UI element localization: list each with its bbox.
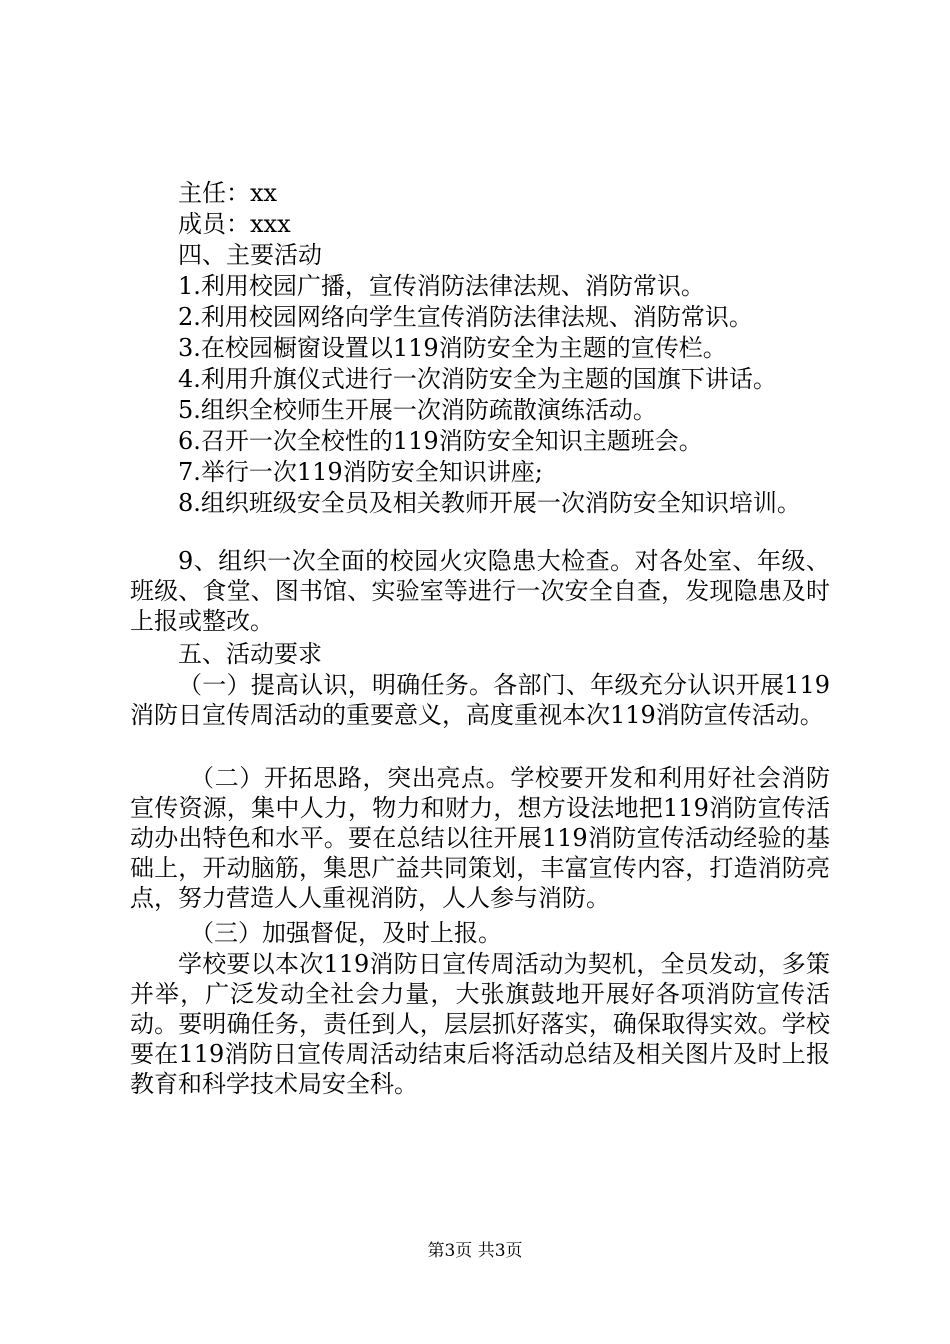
activity-item-9: 9、组织一次全面的校园火灾隐患大检查。对各处室、年级、班级、食堂、图书馆、实验室等进行一次安全自查，发现隐患及时上报或整改。	[130, 547, 830, 635]
activity-item-6: 6.召开一次全校性的119消防安全知识主题班会。	[178, 427, 703, 455]
requirement-paragraph-1: （一）提高认识，明确任务。各部门、年级充分认识开展119消防日宣传周活动的重要意义，高度重视本次119消防宣传活动。	[130, 671, 830, 729]
activity-item-7: 7.举行一次119消防安全知识讲座;	[178, 458, 543, 486]
activity-item-8: 8.组织班级安全员及相关教师开展一次消防安全知识培训。	[178, 489, 801, 517]
page-footer: 第3页 共3页	[427, 1241, 523, 1261]
activity-item-4: 4.利用升旗仪式进行一次消防安全为主题的国旗下讲话。	[178, 365, 777, 393]
requirement-paragraph-2: （二）开拓思路，突出亮点。学校要开发和利用好社会消防宣传资源，集中人力，物力和财力，想方设法地把119消防宣传活动办出特色和水平。要在总结以往开展119消防宣传活动经验的基础上，开动脑筋，集思广益共同策划，丰富宣传内容，打造消防亮点，努力营造人人重视消防，人人参与消防。	[130, 764, 830, 912]
activity-item-1: 1.利用校园广播，宣传消防法律法规、消防常识。	[178, 272, 705, 300]
activity-item-3: 3.在校园橱窗设置以119消防安全为主题的宣传栏。	[178, 334, 727, 362]
line-director: 主任：xx	[178, 179, 278, 207]
line-members: 成员：xxx	[178, 210, 291, 238]
activity-item-5: 5.组织全校师生开展一次消防疏散演练活动。	[178, 396, 657, 424]
section-heading-main-activities: 四、主要活动	[178, 241, 322, 269]
requirement-paragraph-3-body: 学校要以本次119消防日宣传周活动为契机，全员发动，多策并举，广泛发动全社会力量，大张旗鼓地开展好各项消防宣传活动。要明确任务，责任到人，层层抓好落实，确保取得实效。学校要在119消防日宣传周活动结束后将活动总结及相关图片及时上报教育和科学技术局安全科。	[130, 950, 830, 1098]
activity-item-2: 2.利用校园网络向学生宣传消防法律法规、消防常识。	[178, 303, 753, 331]
section-heading-requirements: 五、活动要求	[178, 640, 322, 668]
requirement-paragraph-3-heading: （三）加强督促，及时上报。	[190, 919, 502, 947]
